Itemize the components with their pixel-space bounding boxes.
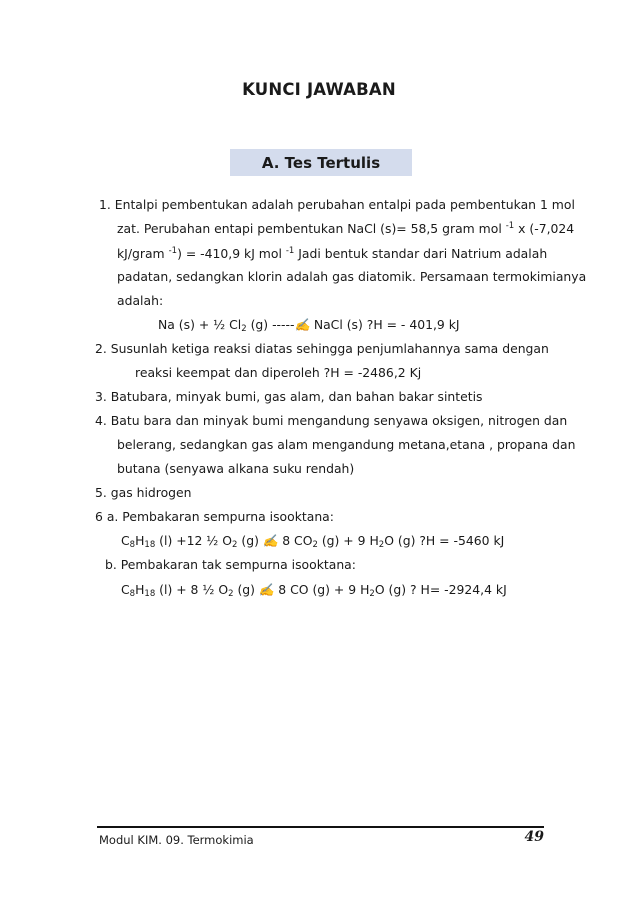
item-5: 5. gas hidrogen	[95, 485, 192, 500]
item-4-line-3: butana (senyawa alkana suku rendah)	[117, 461, 355, 476]
equation-nacl: Na (s) + ½ $Cl_2$ (g) -----✍ NaCl (s) ?H = - 401,9 kJ	[158, 317, 460, 334]
item-1-line-4: padatan, sedangkan klorin adalah gas diatomik. Persamaan termokimianya	[117, 269, 587, 284]
section-heading: A. Tes Tertulis	[261, 153, 381, 172]
page-title: KUNCI JAWABAN	[242, 80, 396, 99]
page-number: 49	[524, 829, 544, 845]
item-1-line-1: 1. Entalpi pembentukan adalah perubahan entalpi pada pembentukan 1 mol	[99, 197, 575, 212]
item-1-line-3: kJ/gram $^{-1}$) = -410,9 kJ mol $^{-1}$ Jadi bentuk standar dari Natrium adalah	[117, 246, 548, 261]
section-heading-box	[230, 149, 412, 176]
reaction-arrow-icon: ✍	[262, 533, 279, 548]
item-6b-label: b. Pembakaran tak sempurna isooktana:	[105, 557, 356, 572]
item-2-line-2: reaksi keempat dan diperoleh ?H = -2486,2 Kj	[135, 365, 422, 380]
reaction-arrow-icon: ✍	[258, 582, 275, 597]
item-3: 3. Batubara, minyak bumi, gas alam, dan bahan bakar sintetis	[95, 389, 483, 404]
item-4-line-1: 4. Batu bara dan minyak bumi mengandung senyawa oksigen, nitrogen dan	[95, 413, 568, 428]
equation-incomplete-combustion: $C_8H_{18}$ (l) + 8 ½ $O_2$ (g) ✍ 8 CO (g) + 9 $H_2O$ (g) ? H= -2924,4 kJ	[121, 582, 507, 599]
item-6a-label: 6 a. Pembakaran sempurna isooktana:	[95, 509, 334, 524]
item-2-line-1: 2. Susunlah ketiga reaksi diatas sehingga penjumlahannya sama dengan	[95, 341, 549, 356]
item-1-line-5: adalah:	[117, 293, 164, 308]
equation-complete-combustion: $C_8H_{18}$ (l) +12 ½ $O_2$ (g) ✍ 8 $CO_2$ (g) + 9 $H_2O$ (g) ?H = -5460 kJ	[121, 533, 505, 550]
item-1-line-2: zat. Perubahan entapi pembentukan NaCl (s)= 58,5 gram mol $^{-1}$ x (-7,024	[117, 221, 575, 236]
footer-divider	[97, 826, 544, 828]
item-4-line-2: belerang, sedangkan gas alam mengandung metana,etana , propana dan	[117, 437, 576, 452]
reaction-arrow-icon: ✍	[294, 317, 310, 332]
footer-module-name: Modul KIM. 09. Termokimia	[99, 833, 254, 847]
